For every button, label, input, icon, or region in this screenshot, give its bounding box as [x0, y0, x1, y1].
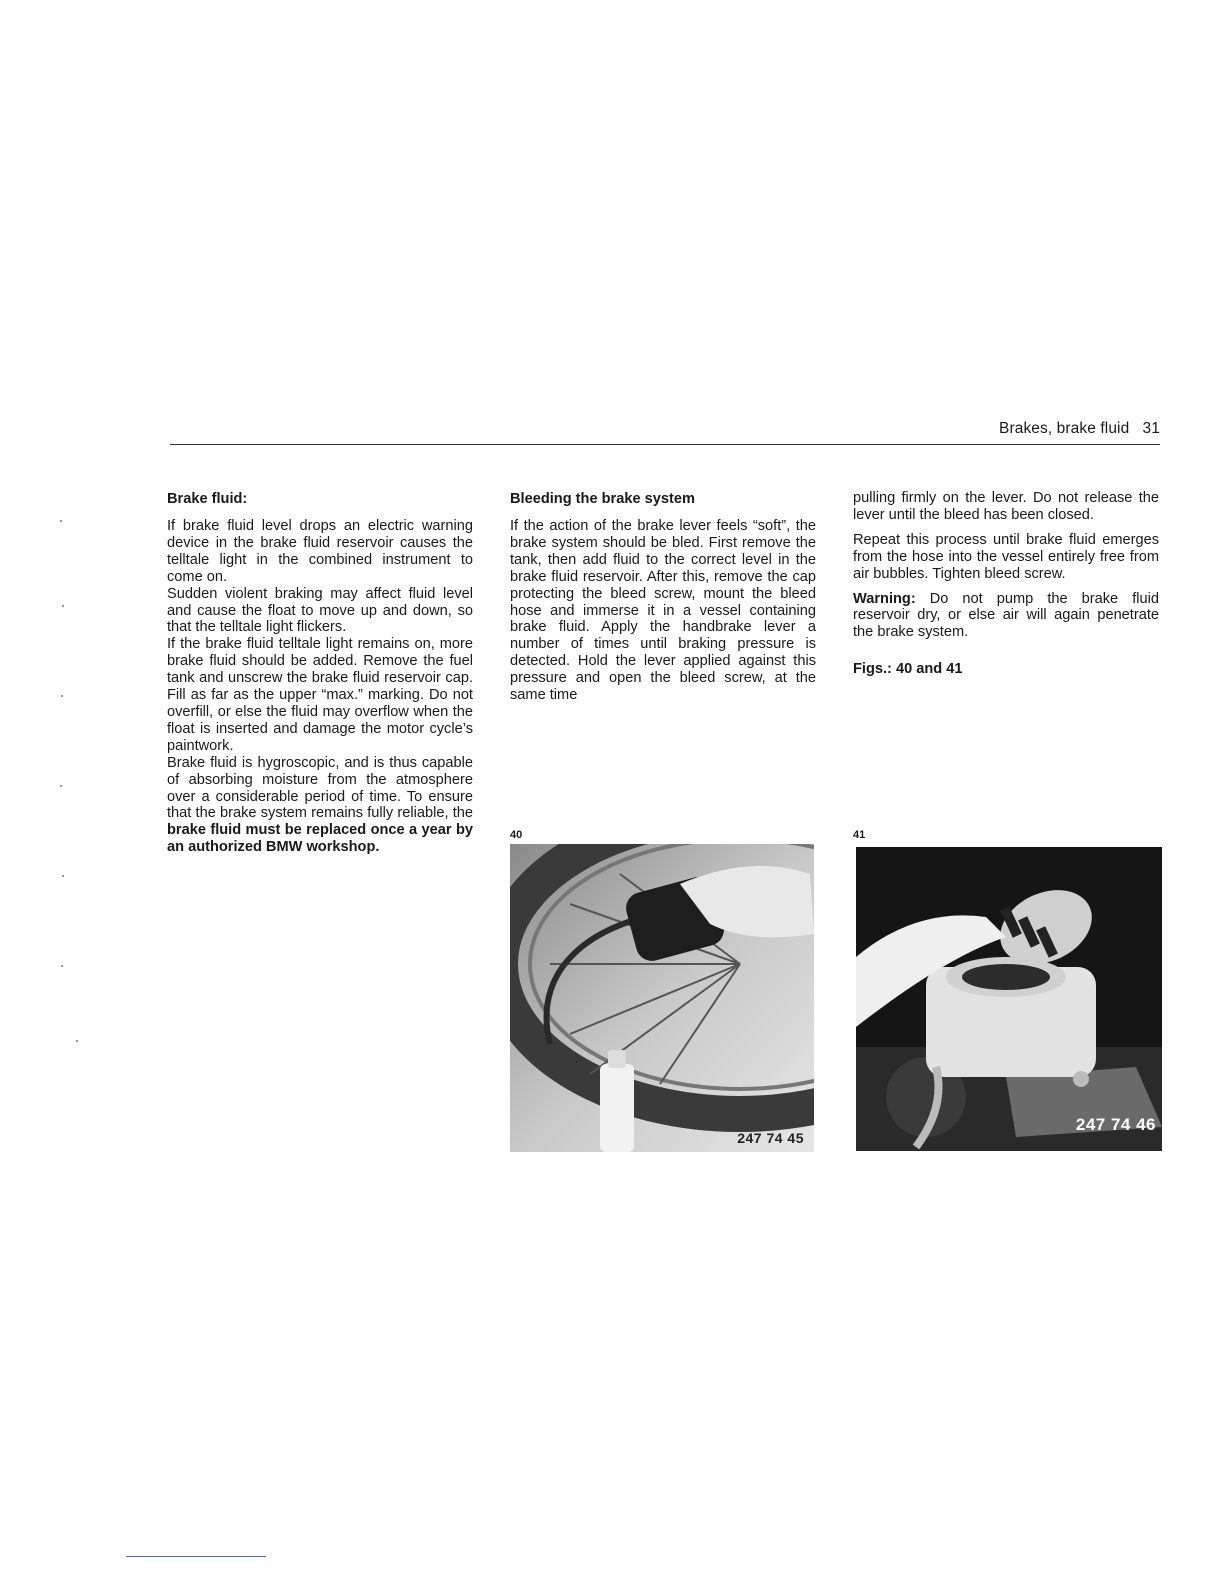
figure-41-code: 247 74 46	[1075, 1115, 1156, 1134]
scan-speck	[61, 965, 63, 967]
section-title: Brakes, brake fluid	[999, 420, 1130, 437]
page-header	[170, 420, 1160, 445]
brake-fluid-paragraph-3: If the brake fluid telltale light remains on, more brake fluid should be added. Remove the fuel tank and unscrew the brake fluid reservoir cap. Fill as far as the upper “max.” marking. Do not overfill, or else the fluid may overflow when the float is inserted and damage the motor cycle’s paintwork.	[167, 636, 473, 754]
warning-label: Warning:	[853, 590, 916, 607]
scan-speck	[61, 695, 63, 697]
bleeding-paragraph-1: If the action of the brake lever feels “soft”, the brake system should be bled. First remove the tank, then add fluid to the correct level in the brake fluid reservoir. After this, remove the cap protecting the bleed screw, mount the bleed hose and immerse it in a vessel containing brake fluid. Apply the handbrake lever a number of times until braking pressure is detected. Hold the lever applied against this pressure and open the bleed screw, at the same time	[510, 518, 816, 704]
figs-value: 40 and 41	[895, 661, 963, 678]
column-brake-fluid	[167, 490, 473, 856]
continued-paragraph-1: pulling firmly on the lever. Do not release the lever until the bleed has been closed.	[853, 490, 1159, 523]
figure-40-code: 247 74 45	[737, 1130, 804, 1146]
column-bleeding	[510, 490, 816, 712]
figs-reference	[853, 661, 1159, 678]
figs-label: Figs.:	[853, 661, 892, 678]
footer-rule	[126, 1556, 266, 1557]
scan-speck	[60, 520, 62, 522]
scan-speck	[60, 785, 62, 787]
brake-fluid-paragraph-1: If brake fluid level drops an electric warning device in the brake fluid reservoir causes the telltale light in the combined instrument to come on.	[167, 518, 473, 585]
page-number: 31	[1142, 420, 1160, 437]
scan-speck	[62, 605, 64, 607]
brake-fluid-paragraph-2: Sudden violent braking may affect fluid level and cause the float to move up and down, so that the telltale light flickers.	[167, 585, 473, 636]
continued-paragraph-2: Repeat this process until brake fluid emerges from the hose into the vessel entirely free from air bubbles. Tighten bleed screw.	[853, 531, 1159, 582]
figure-41-number: 41	[853, 829, 866, 841]
brake-fluid-paragraph-4	[167, 755, 473, 856]
brake-fluid-heading: Brake fluid:	[167, 491, 248, 507]
figure-40-photo	[510, 844, 814, 1152]
warning-paragraph	[853, 591, 1159, 642]
figure-41-photo	[856, 847, 1162, 1151]
paragraph-4-bold: brake fluid must be replaced once a year by an authorized BMW workshop.	[167, 822, 473, 856]
scan-speck	[62, 875, 64, 877]
scan-speck	[76, 1040, 78, 1042]
column-continued	[853, 490, 1159, 686]
paragraph-4-text: Brake fluid is hygroscopic, and is thus capable of absorbing moisture from the atmosphere over a considerable period of time. To ensure that the brake system remains fully reliable, the	[167, 754, 473, 822]
running-title	[999, 420, 1160, 438]
bleeding-heading: Bleeding the brake system	[510, 491, 695, 507]
figure-40-number: 40	[510, 829, 523, 841]
warning-text: Do not pump the brake fluid reservoir dry, or else air will again penetrate the brake system.	[853, 590, 1159, 641]
